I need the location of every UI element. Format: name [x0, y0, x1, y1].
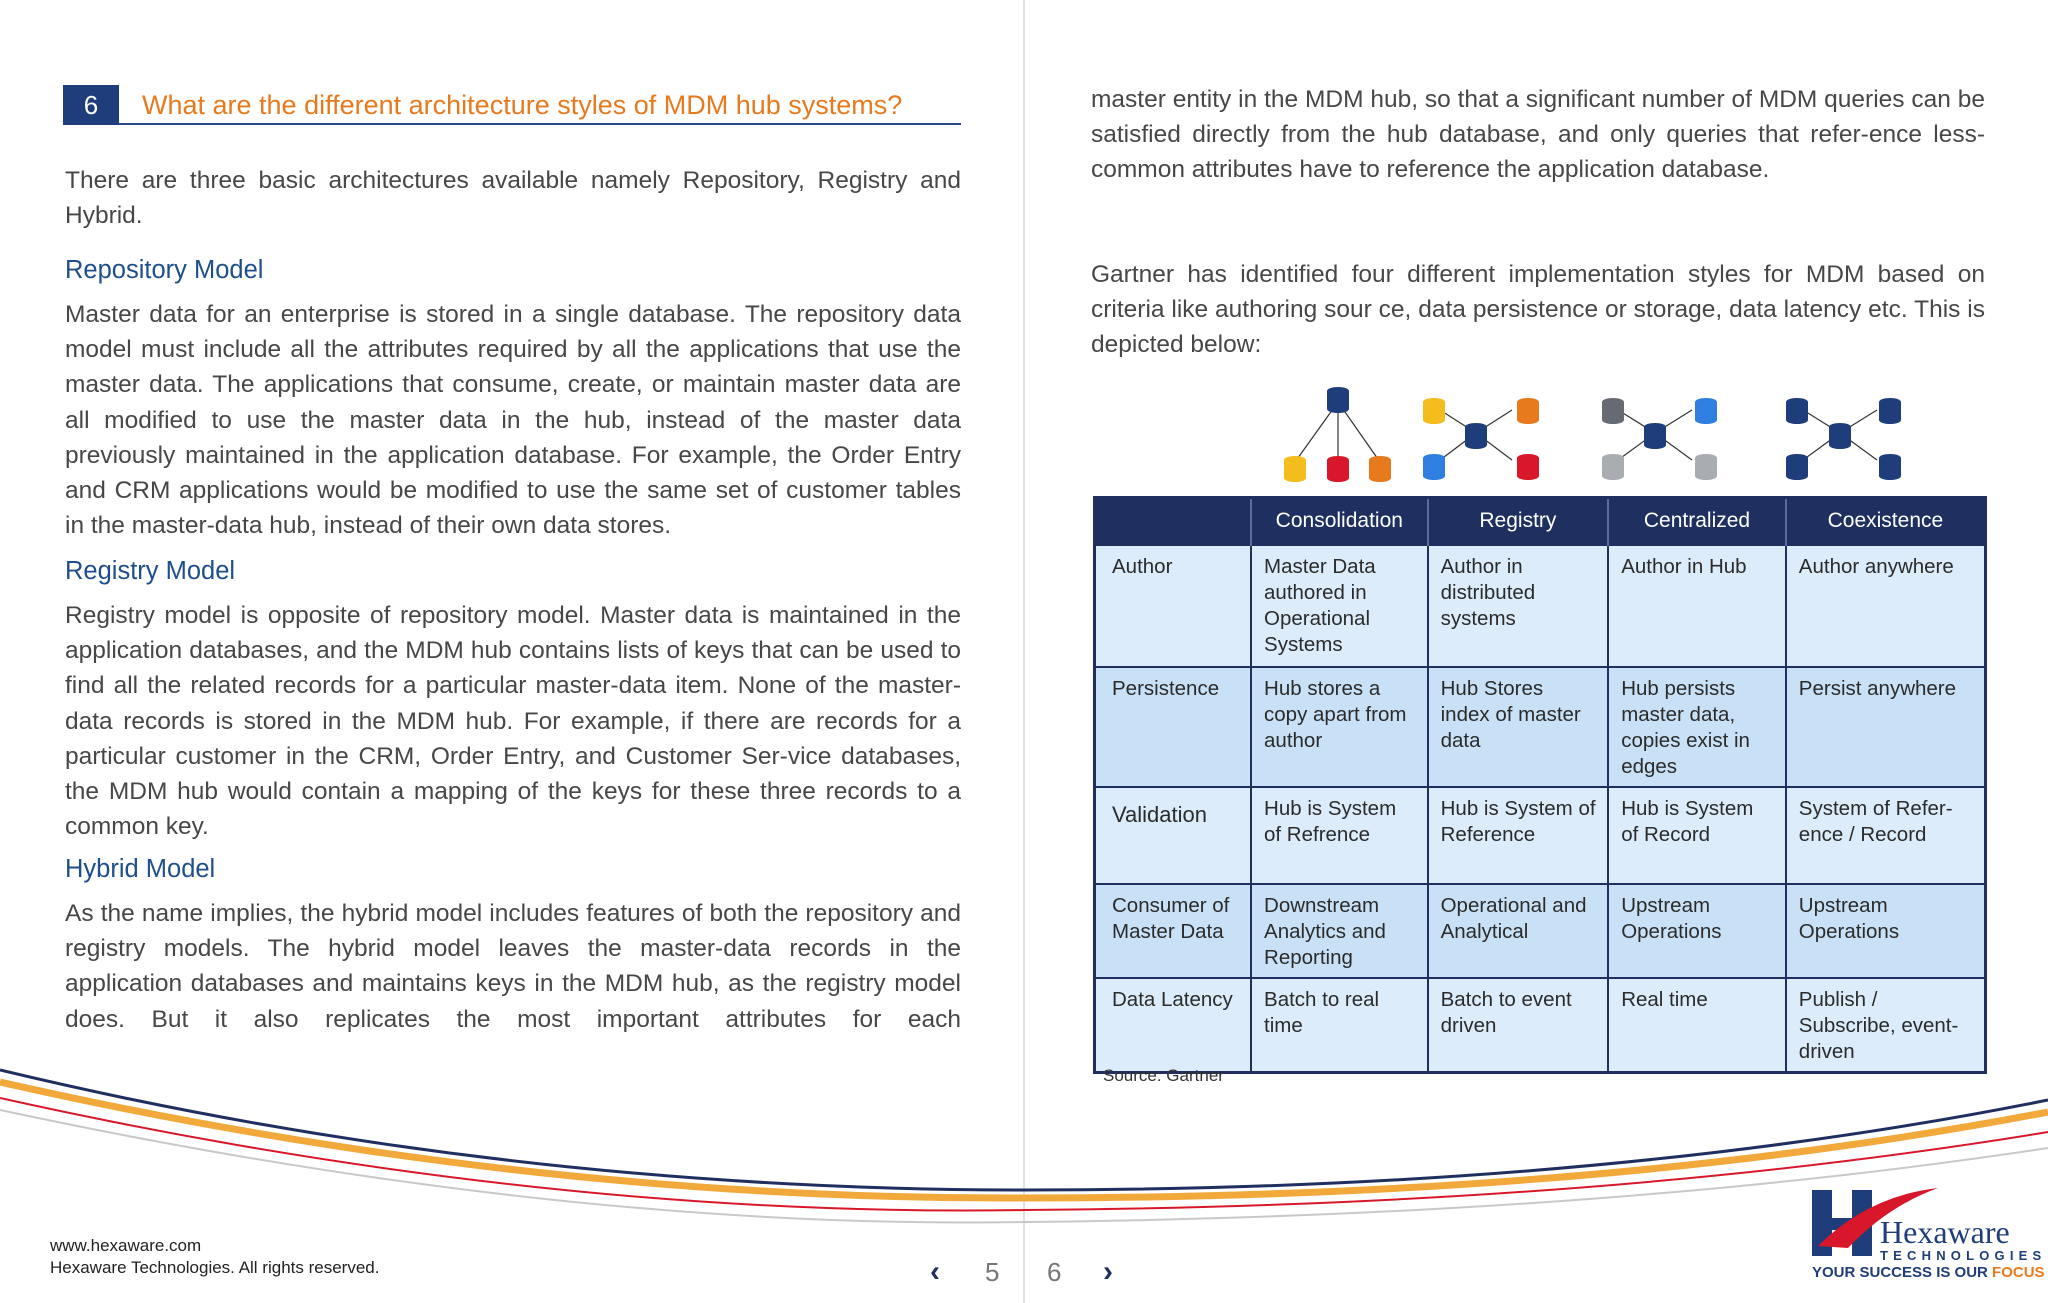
repository-paragraph: Master data for an enterprise is stored in a single database. The repository data model must include all the attributes required by all the applications that use the master data. The applications that consume, create, or maintain master data are all modified to use the master data in the hub, instead of the master data previously maintained in the application database. For example, the Order Entry and CRM applications would be modified to use the same set of customer tables in the master-data hub, instead of their own data stores.	[65, 301, 961, 540]
logo-tagline	[1812, 1264, 2045, 1281]
mdm-styles-table	[1093, 496, 1987, 1074]
footer-url[interactable]: www.hexaware.com	[50, 1236, 202, 1255]
table-cell: Hub is System of Refrence	[1251, 787, 1428, 884]
table-cell: Author anywhere	[1786, 545, 1986, 667]
registry-paragraph: Registry model is opposite of repository model. Master data is maintained in the application databases, and the MDM hub contains lists of keys that can be used to find all the related records for a particular master-data item. None of the master-data records is stored in the MDM hub. For example, if there are records for a particular customer in the CRM, Order Entry, and Customer Ser-vice databases, the MDM hub would contain a mapping of the keys for these three records to a common key.	[65, 602, 961, 841]
intro-paragraph: There are three basic architectures available namely Repository, Registry and Hybrid.	[65, 167, 961, 230]
table-cell: Persist anywhere	[1786, 667, 1986, 787]
table-row	[1095, 545, 1986, 667]
table-cell: Downstream Analytics and Reporting	[1251, 884, 1428, 978]
table-row	[1095, 884, 1986, 978]
logo-tagline-main: YOUR SUCCESS IS OUR	[1812, 1264, 1993, 1281]
section-number: 6	[63, 85, 119, 125]
row-label: Consumer of Master Data	[1095, 884, 1252, 978]
repository-heading: Repository Model	[65, 256, 264, 284]
logo-subtitle: TECHNOLOGIES	[1880, 1248, 2047, 1263]
decorative-swoosh	[0, 1040, 2048, 1240]
coexistence-icon	[1786, 398, 1901, 480]
hybrid-heading: Hybrid Model	[65, 855, 216, 883]
table-cell: Batch to event driven	[1428, 978, 1609, 1073]
table-cell: Operational and Analytical	[1428, 884, 1609, 978]
hybrid-paragraph: As the name implies, the hybrid model includes features of both the repository and registry models. The hybrid model leaves the master-data records in the application databases and maintains keys in the MDM hub, as the registry model does. But it also replicates the most important attributes for each	[65, 900, 961, 1033]
table-cell: Author in Hub	[1608, 545, 1786, 667]
table-header-row	[1095, 498, 1986, 545]
consolidation-icon	[1284, 387, 1391, 482]
table-row	[1095, 667, 1986, 787]
prev-page-icon[interactable]: ‹	[930, 1255, 940, 1288]
table-cell: Hub Stores index of master data	[1428, 667, 1609, 787]
table-cell: Real time	[1608, 978, 1786, 1073]
table-header-cell: Consolidation	[1251, 498, 1428, 545]
table-cell: Hub persists master data, copies exist in edges	[1608, 667, 1786, 787]
logo-name: Hexaware	[1880, 1214, 2010, 1250]
next-page-icon[interactable]: ›	[1103, 1255, 1113, 1288]
table-cell: Master Data authored in Operational Systems	[1251, 545, 1428, 667]
table-cell: Upstream Operations	[1608, 884, 1786, 978]
right-page-number: 6	[1047, 1257, 1062, 1287]
table-source: Source: Gartner	[1103, 1066, 1224, 1085]
footer-rights: Hexaware Technologies. All rights reserved.	[50, 1258, 380, 1277]
table-cell: Upstream Operations	[1786, 884, 1986, 978]
row-label: Persistence	[1095, 667, 1252, 787]
table-cell: Batch to real time	[1251, 978, 1428, 1073]
table-row	[1095, 787, 1986, 884]
table-header-cell	[1095, 498, 1252, 545]
row-label: Data Latency	[1095, 978, 1252, 1073]
gartner-paragraph: Gartner has identified four different implementation styles for MDM based on criteria like authoring sour ce, data persistence or storage, data latency etc. This is depicted below:	[1091, 261, 1985, 358]
table-cell: Hub is System of Reference	[1428, 787, 1609, 884]
section-title: What are the different architecture styles of MDM hub systems?	[142, 90, 903, 120]
table-header-cell: Coexistence	[1786, 498, 1986, 545]
table-cell: Hub stores a copy apart from author	[1251, 667, 1428, 787]
table-cell: Publish / Subscribe, event-driven	[1786, 978, 1986, 1073]
registry-heading: Registry Model	[65, 557, 236, 585]
table-cell: System of Refer-ence / Record	[1786, 787, 1986, 884]
section-header	[63, 85, 961, 125]
table-header-cell: Centralized	[1608, 498, 1786, 545]
logo-tagline-accent: FOCUS	[1992, 1264, 2045, 1281]
left-page-number: 5	[985, 1257, 1000, 1287]
table-cell: Hub is System of Record	[1608, 787, 1786, 884]
database-network-icons	[1250, 380, 1990, 492]
table-header-cell: Registry	[1428, 498, 1609, 545]
registry-icon	[1423, 398, 1539, 480]
table-cell: Author in distributed systems	[1428, 545, 1609, 667]
implementation-style-icons	[1250, 380, 1990, 492]
continuation-paragraph: master entity in the MDM hub, so that a significant number of MDM queries can be satisfied directly from the hub database, and only queries that refer-ence less-common attributes have to reference the application database.	[1091, 86, 1985, 183]
centralized-icon	[1602, 398, 1717, 480]
row-label: Validation	[1095, 787, 1252, 884]
row-label: Author	[1095, 545, 1252, 667]
